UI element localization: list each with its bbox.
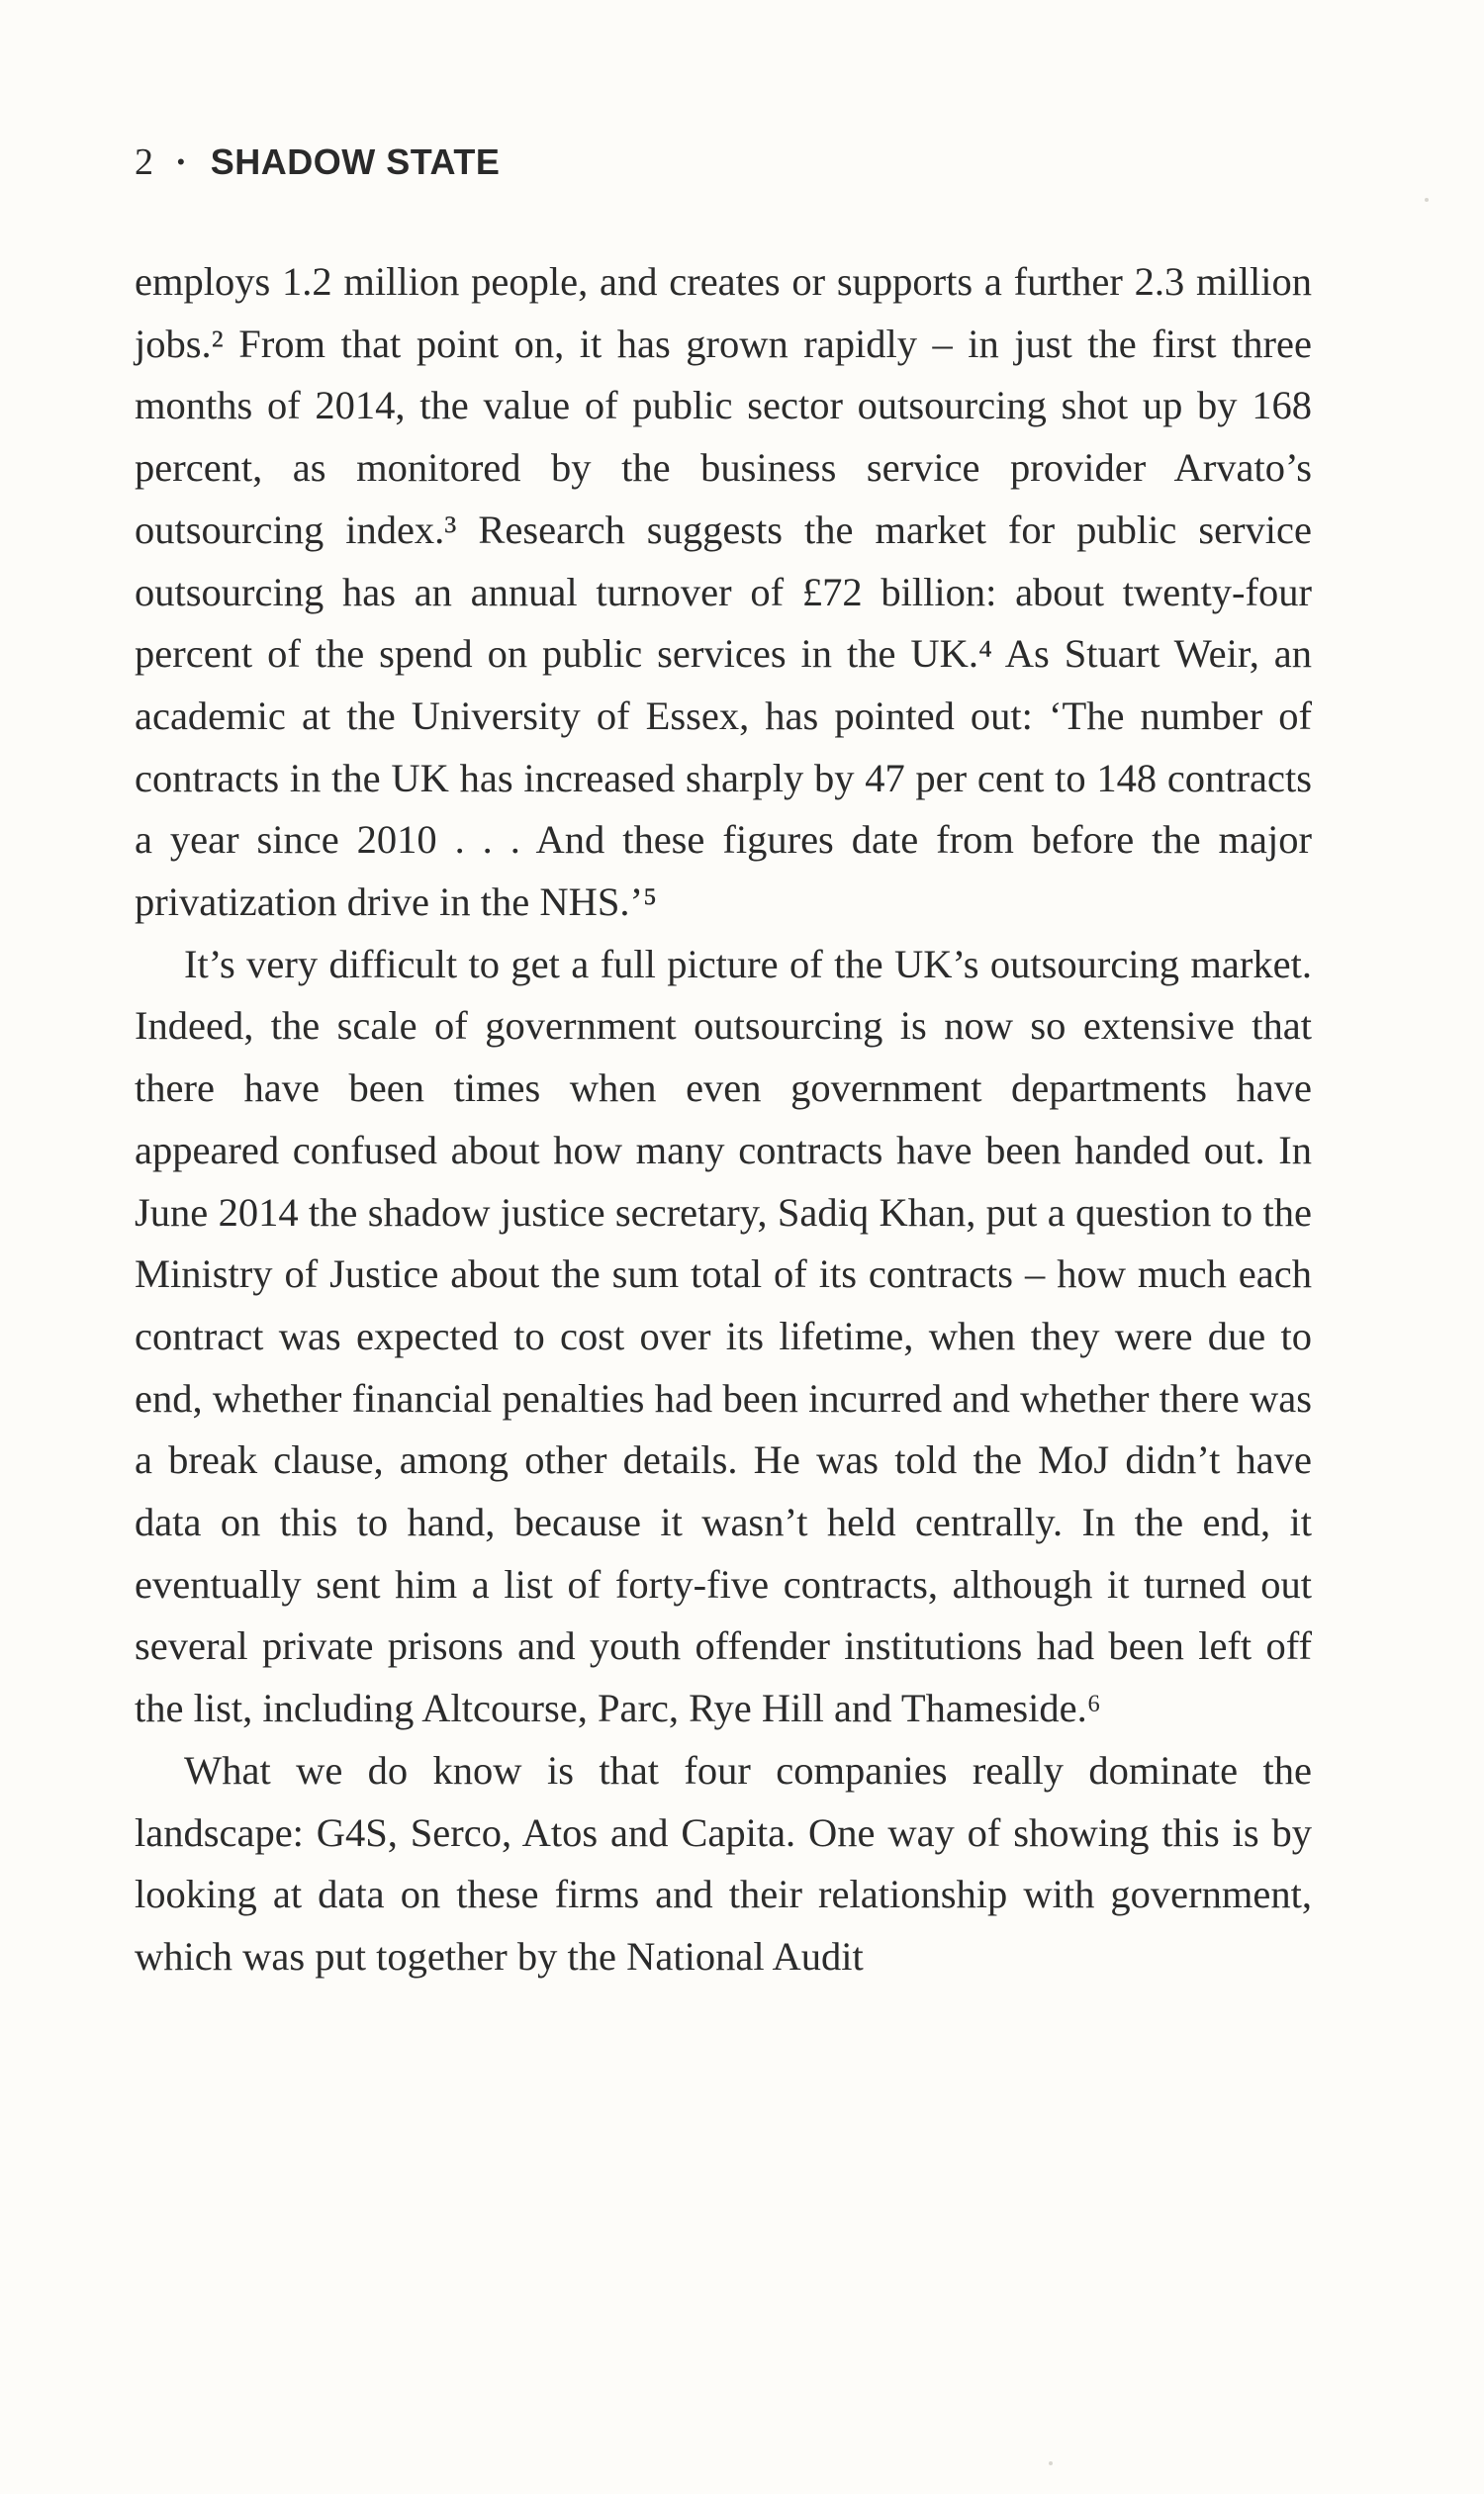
running-head: [135, 133, 500, 192]
page-number: 2: [135, 141, 153, 183]
paragraph-continued: employs 1.2 million people, and creates or supports a further 2.3 million jobs.² From that point on, it has grown rapidly – in just the first three months of 2014, the value of public sector outsourcing shot up by 168 percent, as monitored by the business service provider Arvato’s outsourcing index.³ Research suggests the market for public service outsourcing has an annual turnover of £72 billion: about twenty-four percent of the spend on public services in the UK.⁴ As Stuart Weir, an academic at the University of Essex, has pointed out: ‘The number of contracts in the UK has increased sharply by 47 per cent to 148 contracts a year since 2010 . . . And these figures date from before the major privatization drive in the NHS.’⁵: [135, 259, 1312, 925]
header-separator: •: [177, 149, 185, 174]
paragraph-outsourcing-market: It’s very difficult to get a full picture of the UK’s outsourcing market. Indeed, the scale of government outsourcing is now so extensive that there have been times when even government departments have appeared confused about how many contracts have been handed out. In June 2014 the shadow justice secretary, Sadiq Khan, put a question to the Ministry of Justice about the sum total of its contracts – how much each contract was expected to cost over its lifetime, when they were due to end, whether financial penalties had been incurred and whether there was a break clause, among other details. He was told the MoJ didn’t have data on this to hand, because it wasn’t held centrally. In the end, it eventually sent him a list of forty-five contracts, although it turned out several private prisons and youth offender institutions had been left off the list, including Altcourse, Parc, Rye Hill and Thameside.⁶: [135, 941, 1312, 1731]
book-title: SHADOW STATE: [210, 141, 501, 182]
body-text: [135, 251, 1312, 1988]
scan-speck: [1049, 2461, 1053, 2465]
scan-speck: [1425, 198, 1429, 202]
paragraph-four-companies: What we do know is that four companies really dominate the landscape: G4S, Serco, Atos and Capita. One way of showing this is by looking at data on these firms and their relationship with government, which was put together by the National Audit: [135, 1747, 1312, 1979]
